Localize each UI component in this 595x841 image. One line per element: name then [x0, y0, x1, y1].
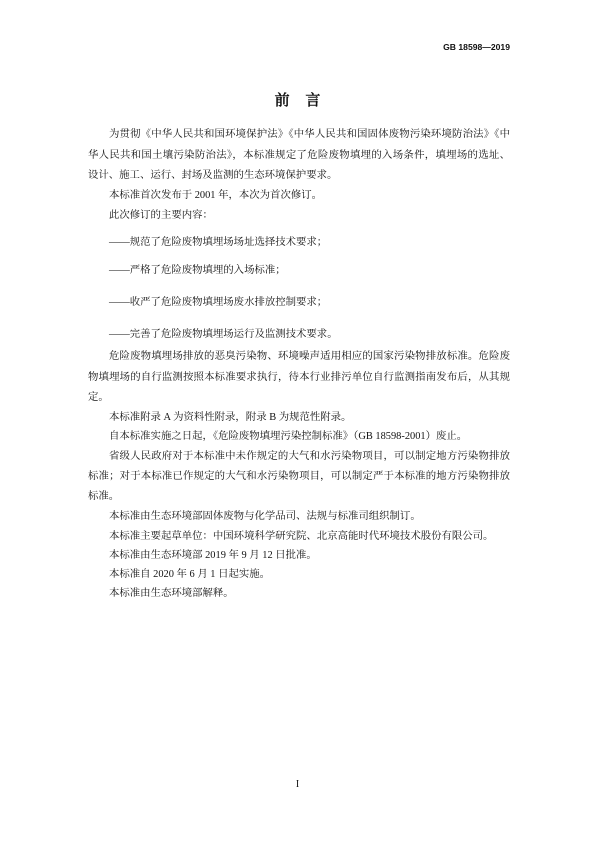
paragraph-line: 为贯彻《中华人民共和国环境保护法》《中华人民共和国固体废物污染环境防治法》《中 [109, 129, 510, 140]
paragraph-line: 省级人民政府对于本标准中未作规定的大气和水污染物项目，可以制定地方污染物排放 [109, 451, 510, 462]
paragraph-line: 本标准自 2020 年 6 月 1 日起实施。 [109, 569, 271, 580]
revision-list-item: ——严格了危险废物填埋的入场标准； [109, 265, 286, 276]
paragraph-line: 本标准由生态环境部固体废物与化学品司、法规与标准司组织制订。 [109, 511, 421, 522]
paragraph-line: 设计、施工、运行、封场及监测的生态环境保护要求。 [88, 170, 338, 181]
paragraph-line: 本标准首次发布于 2001 年，本次为首次修订。 [109, 190, 323, 201]
revision-list-item: ——规范了危险废物填埋场场址选择技术要求； [109, 237, 328, 248]
revision-list-item: ——收严了危险废物填埋场废水排放控制要求； [109, 297, 328, 308]
paragraph-line: 标准。 [88, 491, 120, 502]
paragraph-line: 本标准由生态环境部解释。 [109, 588, 234, 599]
paragraph-line: 本标准主要起草单位：中国环境科学研究院、北京高能时代环境技术股份有限公司。 [109, 531, 494, 542]
preface-body [88, 0, 510, 841]
paragraph-line: 自本标准实施之日起，《危险废物填埋污染控制标准》（GB 18598-2001）废止。 [109, 431, 468, 442]
paragraph-line: 定。 [88, 392, 109, 403]
page-number: I [295, 779, 300, 790]
paragraph-line: 物填埋场的自行监测按照本标准要求执行，待本行业排污单位自行监测指南发布后，从其规 [88, 372, 510, 383]
preface-title: 前 言 [274, 91, 326, 109]
paragraph-line: 华人民共和国土壤污染防治法》，本标准规定了危险废物填埋的入场条件，填埋场的选址、 [88, 150, 510, 161]
revision-list-item: ——完善了危险废物填埋场运行及监测技术要求。 [109, 329, 338, 340]
paragraph-line: 标准；对于本标准已作规定的大气和水污染物项目，可以制定严于本标准的地方污染物排放 [88, 471, 510, 482]
paragraph-line: 本标准附录 A 为资料性附录，附录 B 为规范性附录。 [109, 412, 352, 423]
paragraph-line: 此次修订的主要内容： [109, 210, 213, 221]
standard-code-header: GB 18598—2019 [443, 42, 510, 52]
paragraph-line: 本标准由生态环境部 2019 年 9 月 12 日批准。 [109, 550, 317, 561]
paragraph-line: 危险废物填埋场排放的恶臭污染物、环境噪声适用相应的国家污染物排放标准。危险废 [109, 351, 510, 362]
